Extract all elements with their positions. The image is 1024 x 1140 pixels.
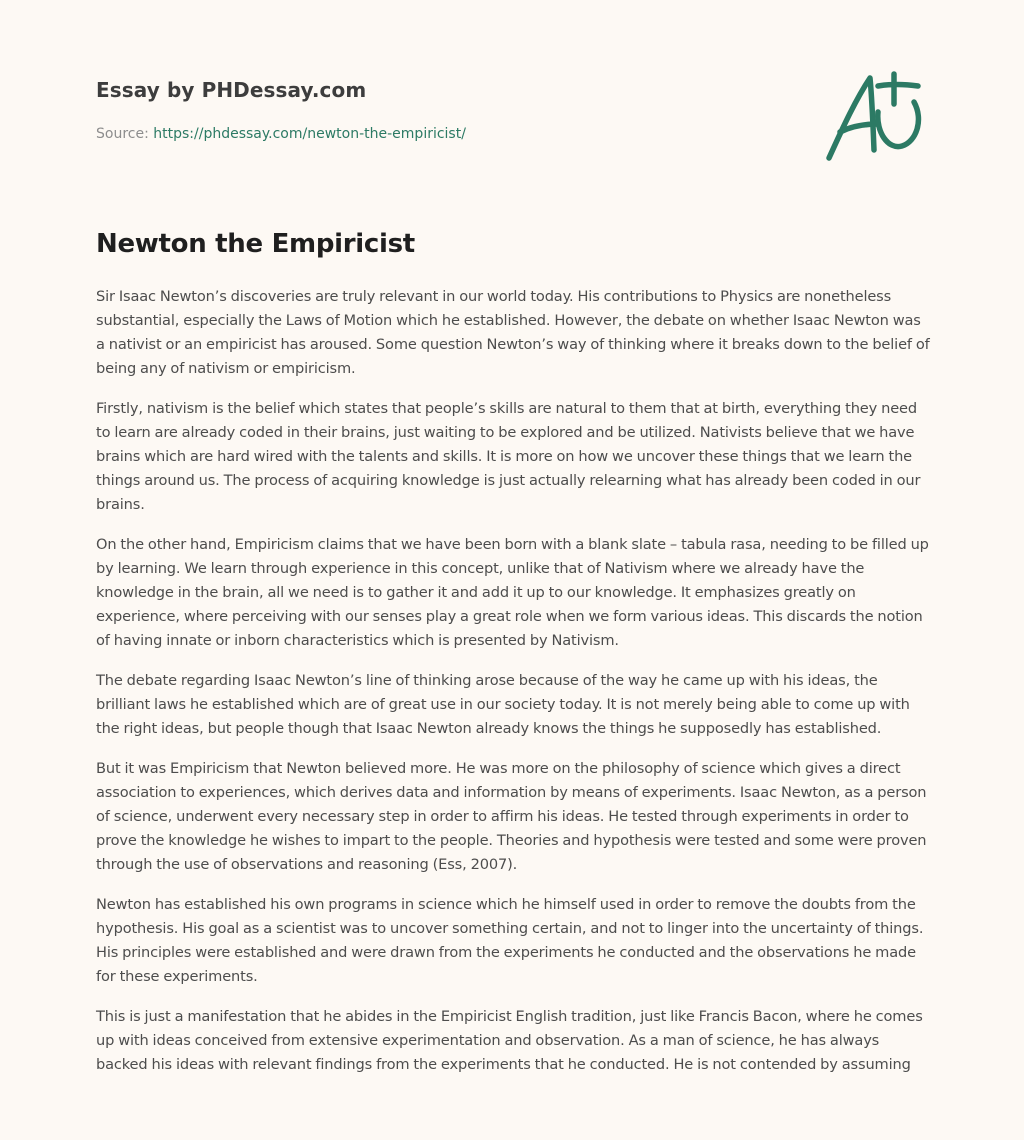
site-brand: Essay by PHDessay.com [96,78,367,102]
paragraph: This is just a manifestation that he abides in the Empiricist English tradition, just like Francis Bacon, where he comes up with ideas conceived from extensive experimentation and observation. As a man of science, he has always backed his ideas with relevant findings from the experiments that he conducted. He is not contended by assuming [96,1008,923,1073]
essay-title: Newton the Empiricist [96,229,415,259]
a-plus-logo-icon [818,62,930,168]
paragraph: Newton has established his own programs in science which he himself used in order to remove the doubts from the hypothesis. His goal as a scientist was to uncover something certain, and not to linger into the uncertainty of things. His principles were established and were drawn from the experiments he conducted and the observations he made for these experiments. [96,896,924,985]
source-link[interactable]: https://phdessay.com/newton-the-empiricist/ [153,126,466,142]
source-label: Source: [96,126,149,142]
paragraph: Sir Isaac Newton’s discoveries are truly relevant in our world today. His contributions to Physics are nonetheless substantial, especially the Laws of Motion which he established. However, the debate on whether Isaac Newton was a nativist or an empiricist has aroused. Some question Newton’s way of thinking where it breaks down to the belief of being any of nativism or empiricism. [96,288,930,377]
paragraph: The debate regarding Isaac Newton’s line of thinking arose because of the way he came up with his ideas, the brilliant laws he established which are of great use in our society today. It is not merely being able to come up with the right ideas, but people though that Isaac Newton already knows the things he supposedly has established. [96,672,910,737]
source-line [96,124,656,144]
essay-header [96,76,656,144]
paragraph: But it was Empiricism that Newton believed more. He was more on the philosophy of science which gives a direct association to experiences, which derives data and information by means of experiments. Isaac Newton, as a person of science, underwent every necessary step in order to affirm his ideas. He tested through experiments in order to prove the knowledge he wishes to impart to the people. Theories and hypothesis were tested and some were proven through the use of observations and reasoning (Ess, 2007). [96,760,927,873]
essay-body [96,285,932,1093]
paragraph: On the other hand, Empiricism claims that we have been born with a blank slate – tabula rasa, needing to be filled up by learning. We learn through experience in this concept, unlike that of Nativism where we already have the knowledge in the brain, all we need is to gather it and add it up to our knowledge. It emphasizes greatly on experience, where perceiving with our senses play a great role when we form various ideas. This discards the notion of having innate or inborn characteristics which is presented by Nativism. [96,536,929,649]
paragraph: Firstly, nativism is the belief which states that people’s skills are natural to them that at birth, everything they need to learn are already coded in their brains, just waiting to be explored and be utilized. Nativists believe that we have brains which are hard wired with the talents and skills. It is more on how we uncover these things that we learn the things around us. The process of acquiring knowledge is just actually relearning what has already been coded in our brains. [96,400,921,513]
